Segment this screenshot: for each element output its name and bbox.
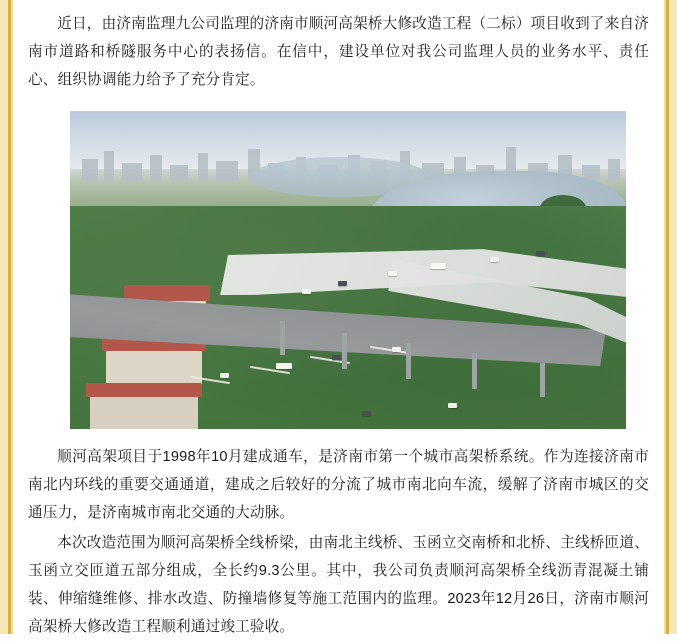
photo-background: [70, 111, 626, 429]
photo-building-roof-1: [124, 285, 210, 301]
paragraph-3: 本次改造范围为顺河高架桥全线桥梁，由南北主线桥、玉函立交南桥和北桥、主线桥匝道、玉函立交匝道五部分组成，全长约9.3公里。其中，我公司负责顺河高架桥全线沥青混凝土铺装、伸缩缝维修、排水改造、防撞墙修复等施工范围内的监理。2023年12月26日，济南市顺河高架桥大修改造工程顺利通过竣工验收。: [28, 535, 649, 635]
decorative-border-right-inner-2: [664, 0, 666, 634]
paragraph-2: 顺河高架项目于1998年10月建成通车，是济南市第一个城市高架桥系统。作为连接济南市南北内环线的重要交通通道，建成之后较好的分流了城市南北向车流，缓解了济南市城区的交通压力，是济南城市南北交通的大动脉。: [28, 449, 649, 521]
decorative-border-left: [0, 0, 8, 634]
decorative-border-left-inner-2: [11, 0, 13, 634]
decorative-border-right: [669, 0, 677, 634]
decorative-border-right-inner: [666, 0, 669, 634]
photo-building-wall-3: [90, 393, 198, 429]
paragraph-1: 近日，由济南监理九公司监理的济南市顺河高架桥大修改造工程（二标）项目收到了来自济南市道路和桥隧服务中心的表扬信。在信中，建设单位对我公司监理人员的业务水平、责任心、组织协调能力给予了充分肯定。: [28, 16, 649, 88]
article-content: [16, 0, 661, 634]
photo-building-roof-3: [86, 383, 202, 397]
article-photo: [70, 111, 626, 429]
